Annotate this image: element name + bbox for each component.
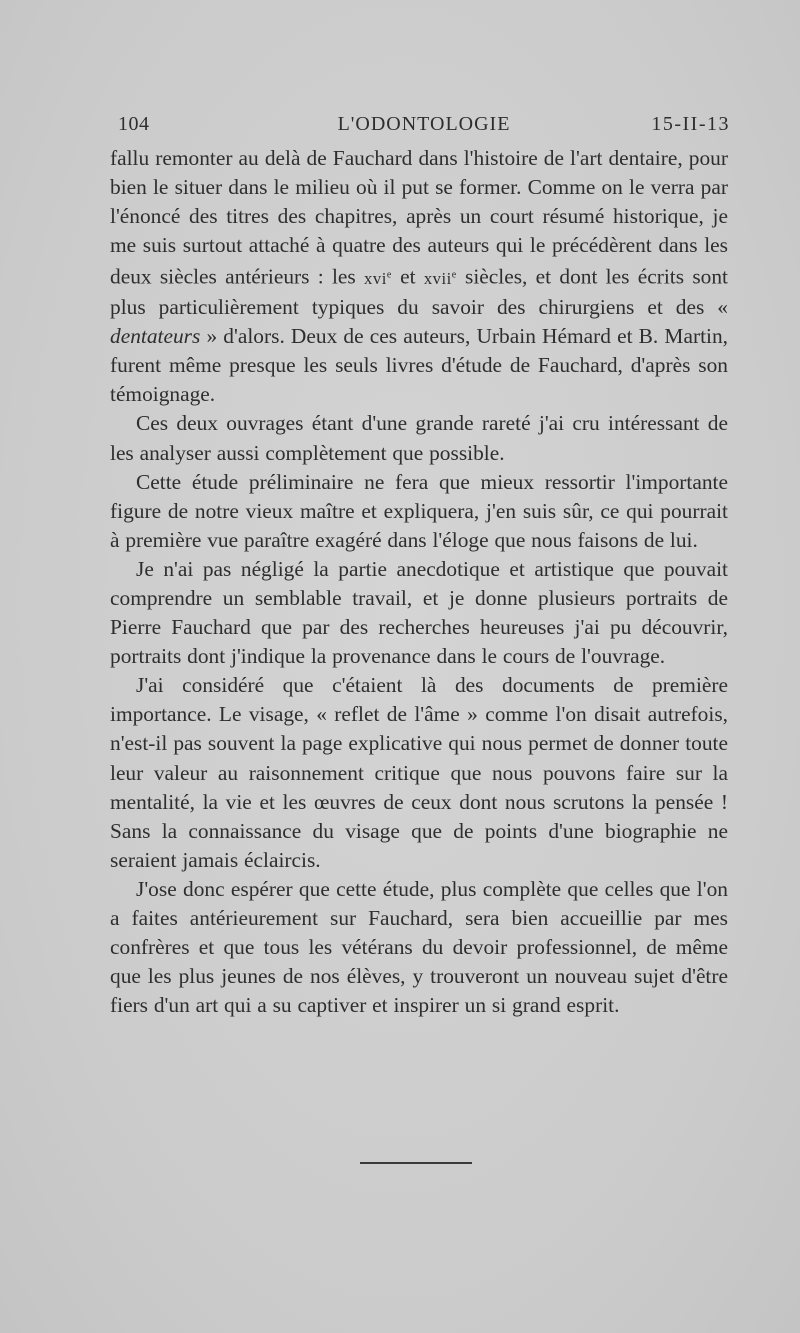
paragraph-1-text-a: fallu remonter au delà de Fauchard dans l'histoire de l'art dentaire, pour bien le situer dans le milieu où il put se former. Comme on le verra par l'énoncé des titres des chapitres, après un court résumé historique, je me suis surtout attaché à quatre des auteurs qui le précédèrent dans les deux siècles antérieurs : les — [110, 146, 728, 289]
century-xvii-suffix: e — [451, 269, 457, 281]
century-xvii — [424, 269, 457, 288]
section-end-rule — [360, 1162, 472, 1164]
paragraph-2: Ces deux ouvrages étant d'une grande rareté j'ai cru intéressant de les analyser aussi complètement que possible. — [110, 411, 728, 465]
issue-date: 15-II-13 — [651, 113, 730, 135]
paragraph-5: J'ai considéré que c'étaient là des documents de première importance. Le visage, « reflet de l'âme » comme l'on disait autrefois, n'est-il pas souvent la page explicative qui nous permet de donner toute leur valeur au raisonnement critique que nous pouvons faire sur la mentalité, la vie et les œuvres de ceux dont nous scrutons la pensée ! Sans la connaissance du visage que de points d'une biographie ne seraient jamais éclaircis. — [110, 673, 728, 872]
century-xvi — [364, 269, 392, 288]
century-xvii-numeral: xvii — [423, 268, 452, 288]
paragraph-1-text-c: » d'alors. Deux de ces auteurs, Urbain Hémard et B. Martin, furent même presque les seuls livres d'étude de Fauchard, d'après son témoignage. — [110, 324, 728, 407]
paragraph-6: J'ose donc espérer que cette étude, plus complète que celles que l'on a faites antérieurement sur Fauchard, sera bien accueillie par mes confrères et que tous les vétérans du devoir professionnel, de même que les plus jeunes de nos élèves, y trouveront un nouveau sujet d'être fiers d'un art qui a su captiver et inspirer un si grand esprit. — [110, 876, 728, 1018]
page-number: 104 — [118, 113, 150, 135]
paragraph-3: Cette étude préliminaire ne fera que mieux ressortir l'importante figure de notre vieux maître et expliquera, j'en suis sûr, ce qui pourrait à première vue paraître exagéré dans l'éloge que nous faisons de lui. — [110, 469, 728, 552]
journal-title: L'ODONTOLOGIE — [337, 113, 511, 135]
body-text — [110, 144, 728, 1020]
italic-dentateurs: dentateurs — [110, 324, 201, 349]
running-head — [118, 113, 730, 141]
paragraph-1-text-b: siècles, et dont les écrits sont plus particulièrement typiques du savoir des chirurgiens et des « — [110, 264, 728, 320]
century-xvi-numeral: xvi — [364, 268, 387, 288]
paragraph-4: Je n'ai pas négligé la partie anecdotique et artistique que pouvait comprendre un semblable travail, et je donne plusieurs portraits de Pierre Fauchard que par des recherches heureuses j'ai pu découvrir, portraits dont j'indique la provenance dans le cours de l'ouvrage. — [110, 556, 728, 669]
paragraph-1 — [110, 144, 728, 409]
paragraph-1-conjunction: et — [391, 264, 424, 289]
century-xvi-suffix: e — [386, 269, 392, 281]
